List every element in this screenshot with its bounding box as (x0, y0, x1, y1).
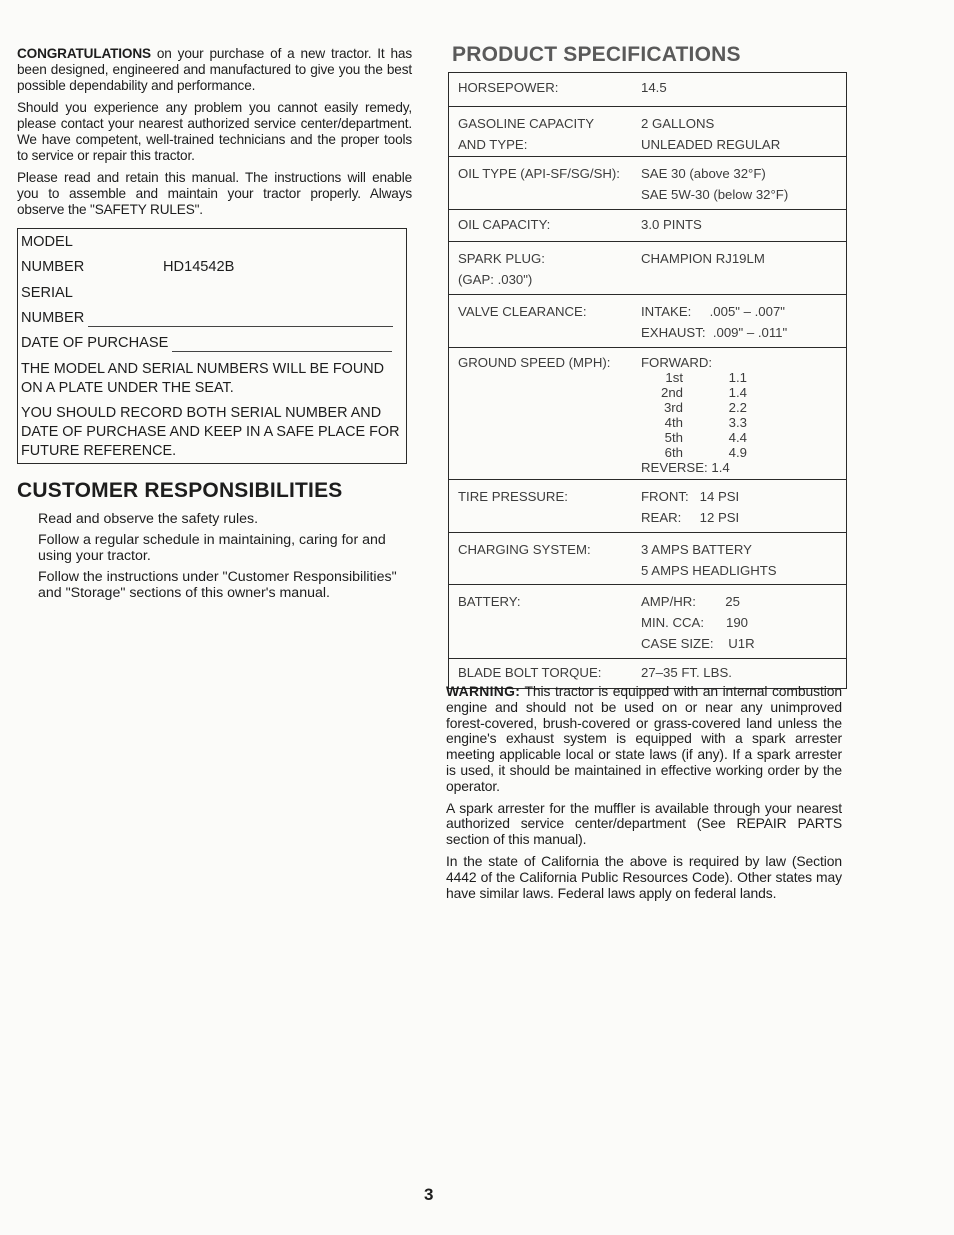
list-item: Follow a regular schedule in maintaining, caring for and using your tractor. (38, 532, 386, 564)
model-location-note: THE MODEL AND SERIAL NUMBERS WILL BE FOUND ON A PLATE UNDER THE SEAT. (21, 361, 385, 396)
gear-list (641, 370, 831, 460)
spec-row-battery: BATTERY: AMP/HR: 25 MIN. CCA: 190 CASE SIZE: U1R (449, 585, 846, 659)
spec-row-ground-speed: GROUND SPEED (MPH): FORWARD: 1st 1.1 2nd 1.4 3rd 2.2 4th 3.3 5th 4.4 6th 4.9 REVERSE: 1.4 (449, 348, 846, 480)
congratulations-lead: CONGRATULATIONS (17, 46, 151, 61)
spec-row-blade-bolt-torque: BLADE BOLT TORQUE: 27–35 FT. LBS. (449, 659, 846, 689)
spec-row-oil-type: OIL TYPE (API-SF/SG/SH): SAE 30 (above 32°F) SAE 5W-30 (below 32°F) (449, 157, 846, 210)
gear-row: 2nd 1.4 (660, 385, 747, 400)
warning-lead: WARNING: (446, 683, 521, 699)
spec-row-gasoline: GASOLINE CAPACITY AND TYPE: 2 GALLONS UNLEADED REGULAR (449, 107, 846, 157)
intro-paragraph-1: CONGRATULATIONS on your purchase of a new tractor. It has been designed, engineered and manufactured to give you the best possible dependability and performance. (17, 46, 412, 93)
intro-section (17, 46, 412, 224)
specifications-table (448, 72, 847, 689)
spec-row-horsepower: HORSEPOWER: 14.5 (449, 73, 846, 107)
list-item: Read and observe the safety rules. (38, 511, 259, 527)
date-of-purchase-row: DATE OF PURCHASE (21, 335, 401, 352)
spec-row-valve-clearance: VALVE CLEARANCE: INTAKE: .005" – .007" EXHAUST: .009" – .011" (449, 295, 846, 348)
intro-paragraph-2: Should you experience any problem you cannot easily remedy, please contact your nearest authorized service center/department. We have competent, well-trained technicians and the proper tools to service or repair this tractor. (17, 100, 412, 163)
reverse-row: REVERSE: 1.4 (641, 460, 730, 475)
list-item: Follow the instructions under "Customer Responsibilities" and "Storage" sections of this owner's manual. (38, 569, 397, 601)
customer-responsibilities-title: CUSTOMER RESPONSIBILITIES (17, 479, 343, 502)
serial-number-blank-line (88, 314, 393, 327)
model-serial-box (17, 228, 407, 464)
gear-row: 4th 3.3 (664, 415, 747, 430)
spec-row-tire-pressure: TIRE PRESSURE: FRONT: 14 PSI REAR: 12 PSI (449, 480, 846, 533)
warning-paragraph-1: WARNING: This tractor is equipped with an internal combustion engine and should not be used on or near any unimproved forest-covered, brush-covered or grass-covered land unless the engine's exhaust system is equipped with a spark arrester meeting applicable local or state laws (if any). If a spark arrester is used, it should be maintained in effective working order by the operator. (446, 683, 842, 794)
warning-paragraph-2: A spark arrester for the muffler is available through your nearest authorized service center/department (See REPAIR PARTS section of this manual). (446, 799, 842, 848)
gear-row: 5th 4.4 (664, 430, 747, 445)
warning-section (446, 684, 842, 907)
spec-row-charging-system: CHARGING SYSTEM: 3 AMPS BATTERY 5 AMPS HEADLIGHTS (449, 533, 846, 585)
gear-row: 3rd 2.2 (663, 400, 747, 415)
spec-row-spark-plug: SPARK PLUG: (GAP: .030") CHAMPION RJ19LM (449, 242, 846, 295)
date-of-purchase-blank-line (172, 339, 392, 352)
gear-row: 1st 1.1 (665, 370, 747, 385)
serial-number-row: NUMBER (21, 310, 401, 327)
warning-paragraph-3: In the state of California the above is required by law (Section 4442 of the California Public Resources Code). Other states may have similar laws. Federal laws apply on federal lands. (446, 852, 842, 901)
intro-paragraph-3: Please read and retain this manual. The instructions will enable you to assemble and maintain your tractor properly. Always observe the "SAFETY RULES". (17, 170, 412, 217)
serial-label: SERIAL (21, 285, 73, 301)
model-label: MODEL (21, 234, 73, 250)
ground-speed-values: FORWARD: 1st 1.1 2nd 1.4 3rd 2.2 4th 3.3 5th 4.4 6th 4.9 REVERSE: 1.4 (641, 355, 831, 475)
gear-row: 6th 4.9 (664, 445, 747, 460)
spec-row-oil-capacity: OIL CAPACITY: 3.0 PINTS (449, 210, 846, 242)
customer-responsibilities-list (38, 511, 408, 606)
record-numbers-note: YOU SHOULD RECORD BOTH SERIAL NUMBER AND DATE OF PURCHASE AND KEEP IN A SAFE PLACE FOR FUTURE REFERENCE. (21, 405, 400, 459)
product-specifications-title: PRODUCT SPECIFICATIONS (452, 43, 741, 66)
model-number-value: HD14542B (163, 259, 235, 275)
model-number-row: NUMBER HD14542B (21, 259, 235, 275)
page-number: 3 (424, 1185, 434, 1204)
